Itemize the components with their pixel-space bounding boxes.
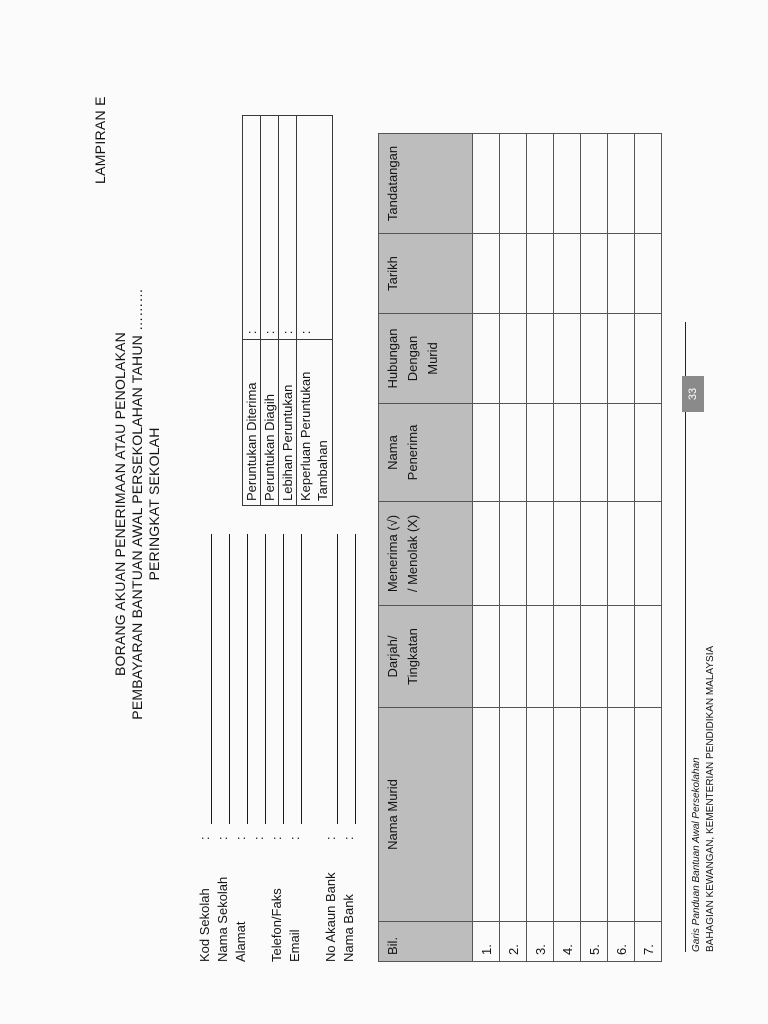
cell-tarikh[interactable] xyxy=(500,234,527,314)
field-label: Kod Sekolah xyxy=(197,888,212,962)
field-colon: : xyxy=(233,836,248,840)
field-label: Telefon/Faks xyxy=(269,888,284,962)
cell-darjah[interactable] xyxy=(635,606,662,708)
header-text-line: Penerima xyxy=(405,424,420,481)
appendix-label: LAMPIRAN E xyxy=(92,96,108,184)
field-colon: : xyxy=(251,836,266,840)
cell-tandatangan[interactable] xyxy=(635,134,662,234)
cell-menerima[interactable] xyxy=(581,502,608,606)
cell-nama-murid[interactable] xyxy=(500,708,527,922)
cell-nama-murid[interactable] xyxy=(473,708,500,922)
row-number: 2. xyxy=(500,922,527,962)
field-colon: : xyxy=(197,836,212,840)
allocation-value-cell[interactable] xyxy=(243,116,261,326)
cell-darjah[interactable] xyxy=(581,606,608,708)
header-text-line: Tingkatan xyxy=(405,628,420,685)
cell-tarikh[interactable] xyxy=(635,234,662,314)
header-hubungan-dengan-murid xyxy=(379,314,473,404)
cell-hubungan[interactable] xyxy=(527,314,554,404)
cell-menerima[interactable] xyxy=(500,502,527,606)
page-number-badge: 33 xyxy=(682,376,704,412)
cell-nama-penerima[interactable] xyxy=(473,404,500,502)
cell-nama-penerima[interactable] xyxy=(608,404,635,502)
cell-nama-murid[interactable] xyxy=(581,708,608,922)
table-row xyxy=(554,134,581,962)
cell-menerima[interactable] xyxy=(527,502,554,606)
footer-line-2: BAHAGIAN KEWANGAN, KEMENTERIAN PENDIDIKAN MALAYSIA xyxy=(705,645,716,952)
cell-darjah[interactable] xyxy=(527,606,554,708)
cell-nama-murid[interactable] xyxy=(608,708,635,922)
allocation-colon: : xyxy=(297,326,333,340)
allocation-value-cell[interactable] xyxy=(261,116,279,326)
row-number: 4. xyxy=(554,922,581,962)
header-text-line: Darjah/ xyxy=(385,635,400,678)
field-colon: : xyxy=(323,836,338,840)
allocation-colon: : xyxy=(261,326,279,340)
cell-nama-penerima[interactable] xyxy=(635,404,662,502)
cell-tarikh[interactable] xyxy=(527,234,554,314)
field-label: No Akaun Bank xyxy=(323,872,338,962)
cell-nama-penerima[interactable] xyxy=(500,404,527,502)
allocation-label: Lebihan Peruntukan xyxy=(279,340,297,506)
allocation-label: Peruntukan Diterima xyxy=(243,340,261,506)
field-input-line[interactable] xyxy=(283,534,284,824)
recipient-table xyxy=(378,133,662,962)
form-title xyxy=(112,184,163,824)
cell-tandatangan[interactable] xyxy=(554,134,581,234)
cell-menerima[interactable] xyxy=(554,502,581,606)
header-text-line: Dengan xyxy=(405,335,420,382)
footer-line-1: Garis Panduan Bantuan Awal Persekolahan xyxy=(691,757,702,952)
cell-menerima[interactable] xyxy=(473,502,500,606)
cell-tandatangan[interactable] xyxy=(608,134,635,234)
cell-darjah[interactable] xyxy=(554,606,581,708)
allocation-value-cell[interactable] xyxy=(297,116,333,326)
cell-hubungan[interactable] xyxy=(581,314,608,404)
header-nama-murid: Nama Murid xyxy=(379,708,473,922)
cell-tandatangan[interactable] xyxy=(473,134,500,234)
allocation-label: Keperluan Peruntukan Tambahan xyxy=(297,340,333,506)
allocation-row xyxy=(243,116,261,506)
title-line-3: PERINGKAT SEKOLAH xyxy=(146,427,162,581)
field-colon: : xyxy=(341,836,356,840)
allocation-row xyxy=(261,116,279,506)
cell-hubungan[interactable] xyxy=(500,314,527,404)
field-input-line[interactable] xyxy=(211,534,212,824)
cell-hubungan[interactable] xyxy=(635,314,662,404)
cell-darjah[interactable] xyxy=(500,606,527,708)
table-row xyxy=(635,134,662,962)
cell-nama-murid[interactable] xyxy=(527,708,554,922)
cell-tarikh[interactable] xyxy=(554,234,581,314)
header-tandatangan: Tandatangan xyxy=(379,134,473,234)
header-nama-penerima xyxy=(379,404,473,502)
field-label: Email xyxy=(287,929,302,962)
cell-tandatangan[interactable] xyxy=(581,134,608,234)
header-tarikh: Tarikh xyxy=(379,234,473,314)
page-footer xyxy=(690,646,718,952)
field-input-line[interactable] xyxy=(337,534,338,824)
field-colon: : xyxy=(269,836,284,840)
table-row xyxy=(473,134,500,962)
cell-tarikh[interactable] xyxy=(608,234,635,314)
field-input-line[interactable] xyxy=(301,534,302,824)
header-bil: Bil. xyxy=(379,922,473,962)
table-row xyxy=(608,134,635,962)
cell-nama-murid[interactable] xyxy=(554,708,581,922)
header-text-line: / Menolak (X) xyxy=(405,514,420,593)
footer-divider xyxy=(685,322,686,952)
cell-menerima[interactable] xyxy=(608,502,635,606)
row-number: 6. xyxy=(608,922,635,962)
cell-hubungan[interactable] xyxy=(473,314,500,404)
row-number: 7. xyxy=(635,922,662,962)
cell-nama-penerima[interactable] xyxy=(554,404,581,502)
field-input-line[interactable] xyxy=(247,534,248,824)
cell-nama-murid[interactable] xyxy=(635,708,662,922)
allocation-colon: : xyxy=(243,326,261,340)
row-number: 3. xyxy=(527,922,554,962)
field-label: Alamat xyxy=(233,921,248,962)
table-row xyxy=(527,134,554,962)
field-label: Nama Bank xyxy=(341,894,356,962)
allocation-row xyxy=(279,116,297,506)
row-number: 1. xyxy=(473,922,500,962)
allocation-value-cell[interactable] xyxy=(279,116,297,326)
allocation-label: Peruntukan Diagih xyxy=(261,340,279,506)
cell-tarikh[interactable] xyxy=(581,234,608,314)
header-menerima-menolak xyxy=(379,502,473,606)
cell-hubungan[interactable] xyxy=(608,314,635,404)
cell-nama-penerima[interactable] xyxy=(527,404,554,502)
title-line-2: PEMBAYARAN BANTUAN AWAL PERSEKOLAHAN TAHUN ……… xyxy=(129,288,145,720)
header-darjah-tingkatan xyxy=(379,606,473,708)
header-text-line: Hubungan xyxy=(385,328,400,389)
table-row xyxy=(500,134,527,962)
field-colon: : xyxy=(287,836,302,840)
allocation-table xyxy=(242,115,333,506)
cell-nama-penerima[interactable] xyxy=(581,404,608,502)
cell-tandatangan[interactable] xyxy=(500,134,527,234)
field-label: Nama Sekolah xyxy=(215,876,230,962)
cell-menerima[interactable] xyxy=(635,502,662,606)
cell-darjah[interactable] xyxy=(473,606,500,708)
header-text-line: Murid xyxy=(425,342,440,375)
header-text-line: Nama xyxy=(385,435,400,470)
row-number: 5. xyxy=(581,922,608,962)
field-input-line[interactable] xyxy=(229,534,230,824)
table-header-row xyxy=(379,134,473,962)
title-line-1: BORANG AKUAN PENERIMAAN ATAU PENOLAKAN xyxy=(112,332,128,676)
cell-tandatangan[interactable] xyxy=(527,134,554,234)
allocation-colon: : xyxy=(279,326,297,340)
field-colon: : xyxy=(215,836,230,840)
cell-tarikh[interactable] xyxy=(473,234,500,314)
allocation-row xyxy=(297,116,333,506)
table-row xyxy=(581,134,608,962)
field-input-line[interactable] xyxy=(355,534,356,824)
cell-darjah[interactable] xyxy=(608,606,635,708)
cell-hubungan[interactable] xyxy=(554,314,581,404)
field-input-line[interactable] xyxy=(265,534,266,824)
header-text-line: Menerima (√) xyxy=(385,514,400,593)
